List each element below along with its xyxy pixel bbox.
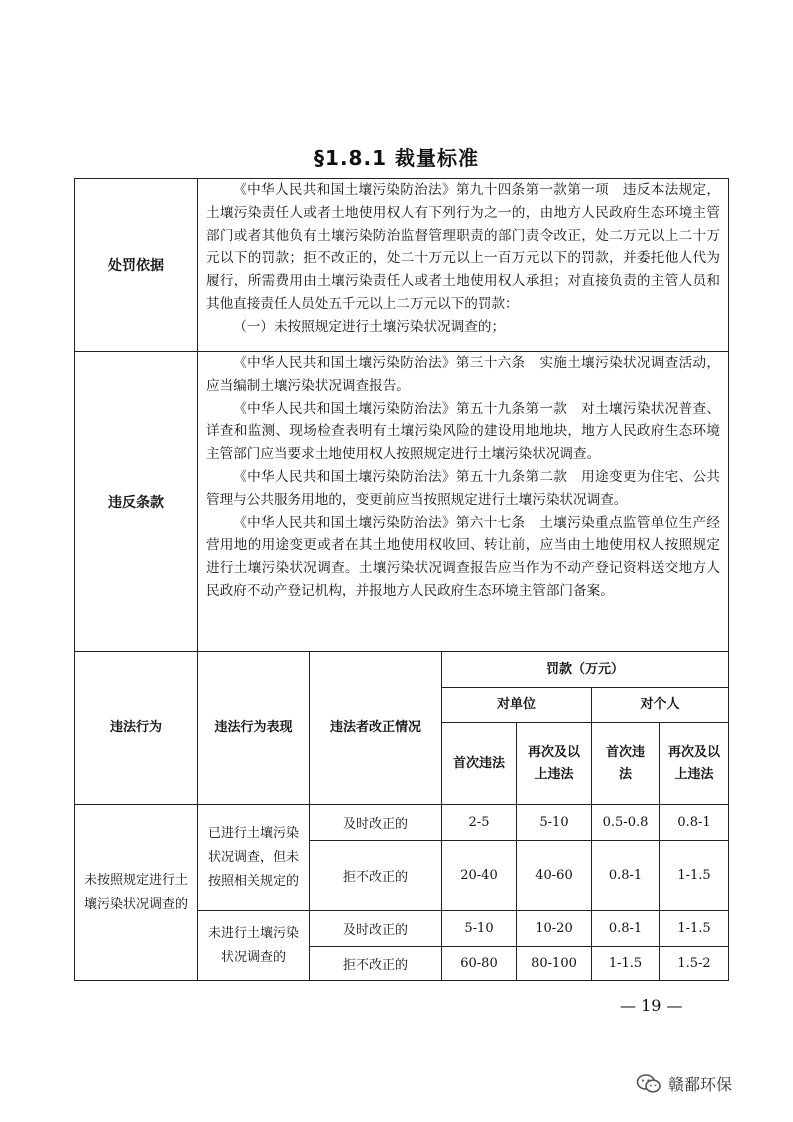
unit-first-cell: 20-40 — [442, 841, 517, 911]
table-row — [75, 805, 729, 841]
unit-repeat-cell: 80-100 — [517, 947, 592, 981]
unit-repeat-cell: 40-60 — [517, 841, 592, 911]
person-repeat-cell: 1-1.5 — [660, 841, 729, 911]
violation-clauses-label: 违反条款 — [75, 352, 198, 652]
wechat-icon — [636, 1073, 662, 1095]
person-first-cell: 0.8-1 — [592, 911, 660, 947]
unit-first-cell: 2-5 — [442, 805, 517, 841]
clause-paragraph: 《中华人民共和国土壤污染防治法》第五十九条第一款 对土壤污染状况普查、详查和监测、现场检查表明有土壤污染风险的建设用地地块，地方人民政府生态环境主管部门应当要求土地使用权人按照规定进行土壤污染状况调查。 — [206, 400, 720, 463]
unit-first-cell: 5-10 — [442, 911, 517, 947]
watermark-text: 赣鄱环保 — [668, 1075, 733, 1094]
violation-cell: 未按照规定进行土壤污染状况调查的 — [75, 805, 198, 981]
manifestation-cell: 已进行土壤污染状况调查，但未按照相关规定的 — [198, 805, 310, 911]
page-number: — 19 — — [620, 996, 683, 1015]
correction-cell: 及时改正的 — [310, 805, 442, 841]
person-first-cell: 0.8-1 — [592, 841, 660, 911]
unit-first-cell: 60-80 — [442, 947, 517, 981]
unit-repeat-cell: 10-20 — [517, 911, 592, 947]
page-title: §1.8.1 裁量标准 — [314, 146, 479, 170]
manifestation-cell: 未进行土壤污染状况调查的 — [198, 911, 310, 981]
person-first-cell: 1-1.5 — [592, 947, 660, 981]
correction-cell: 及时改正的 — [310, 911, 442, 947]
clause-paragraph: 《中华人民共和国土壤污染防治法》第六十七条 土壤污染重点监管单位生产经营用地的用途变更或者在其土地使用权收回、转让前，应当由土地使用权人按照规定进行土壤污染状况调查。土壤污染状况调查报告应当作为不动产登记资料送交地方人民政府不动产登记机构，并报地方人民政府生态环境主管部门备案。 — [206, 514, 720, 599]
header-person: 对个人 — [592, 688, 729, 723]
violation-clauses-text — [198, 352, 729, 652]
correction-cell: 拒不改正的 — [310, 841, 442, 911]
basis-row — [75, 179, 729, 352]
basis-paragraph: （一）未按照规定进行土壤污染状况调查的； — [233, 318, 506, 335]
basis-paragraph: 《中华人民共和国土壤污染防治法》第九十四条第一款第一项 违反本法规定，土壤污染责任人或者土地使用权人有下列行为之一的，由地方人民政府生态环境主管部门或者其他负有土壤污染防治监督管理职责的部门责令改正，处二万元以上二十万元以下的罚款；拒不改正的，处二十万元以上一百万元以下的罚款，并委托他人代为履行，所需费用由土壤污染责任人或者土地使用权人承担；对直接负责的主管人员和其他直接责任人员处五千元以上二万元以下的罚款： — [206, 182, 720, 312]
header-person-first: 首次违法 — [592, 723, 660, 805]
person-first-cell: 0.5-0.8 — [592, 805, 660, 841]
header-unit-repeat: 再次及以上违法 — [517, 723, 592, 805]
unit-repeat-cell: 5-10 — [517, 805, 592, 841]
header-unit: 对单位 — [442, 688, 592, 723]
header-correction: 违法者改正情况 — [310, 652, 442, 805]
header-unit-first: 首次违法 — [442, 723, 517, 805]
basis-label: 处罚依据 — [75, 179, 198, 352]
watermark — [636, 1072, 732, 1095]
fine-header-row — [75, 652, 729, 688]
fine-table — [74, 651, 729, 981]
person-repeat-cell: 0.8-1 — [660, 805, 729, 841]
person-repeat-cell: 1.5-2 — [660, 947, 729, 981]
header-violation: 违法行为 — [75, 652, 198, 805]
violation-clauses-row — [75, 352, 729, 652]
correction-cell: 拒不改正的 — [310, 947, 442, 981]
clause-paragraph: 《中华人民共和国土壤污染防治法》第五十九条第二款 用途变更为住宅、公共管理与公共服务用地的，变更前应当按照规定进行土壤污染状况调查。 — [206, 468, 720, 508]
header-manifestation: 违法行为表现 — [198, 652, 310, 805]
header-person-repeat: 再次及以上违法 — [660, 723, 729, 805]
person-repeat-cell: 1-1.5 — [660, 911, 729, 947]
basis-table — [74, 178, 729, 652]
header-fine: 罚款（万元） — [442, 652, 729, 688]
clause-paragraph: 《中华人民共和国土壤污染防治法》第三十六条 实施土壤污染状况调查活动，应当编制土壤污染状况调查报告。 — [206, 355, 720, 394]
basis-text — [198, 179, 729, 352]
